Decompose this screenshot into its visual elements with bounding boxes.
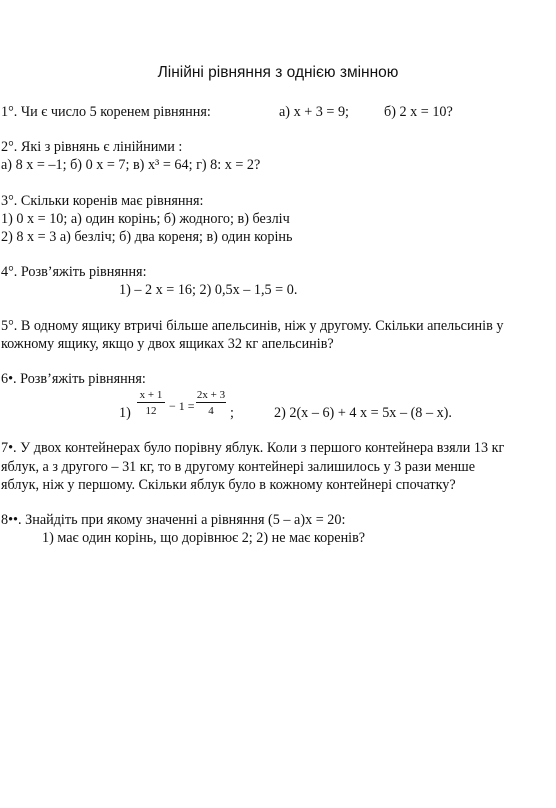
task1-option-a: а) x + 3 = 9; — [279, 104, 349, 120]
task6-eq2: 2) 2(x – 6) + 4 x = 5x – (8 – x). — [274, 405, 452, 421]
task6-eq1-label: 1) — [119, 405, 131, 421]
task6-question: 6•. Розв’яжіть рівняння: — [1, 371, 146, 387]
task7-line-2: яблук, а з другого – 31 кг, то в другому контейнері залишилось у 3 рази менше — [1, 459, 476, 475]
task8-question: 8••. Знайдіть при якому значенні а рівняння (5 – а)x = 20: — [1, 512, 346, 528]
task2-options: а) 8 x = –1; б) 0 x = 7; в) x³ = 64; г) 8: x = 2? — [1, 157, 261, 173]
task2-question: 2°. Які з рівнянь є лінійними : — [1, 139, 183, 155]
task4-equations: 1) – 2 x = 16; 2) 0,5x – 1,5 = 0. — [119, 282, 298, 298]
task6-minus-one: − 1 = — [169, 399, 195, 413]
task1-question: 1°. Чи є число 5 коренем рівняння: — [1, 104, 211, 120]
task3-question: 3°. Скільки коренів має рівняння: — [1, 193, 204, 209]
task6-semicolon: ; — [230, 405, 234, 421]
task6-frac1-bar — [137, 402, 165, 403]
task3-equation-2: 2) 8 x = 3 а) безліч; б) два кореня; в) один корінь — [1, 229, 293, 245]
task7-line-3: яблук, ніж у першому. Скільки яблук було в кожному контейнері спочатку? — [1, 477, 456, 493]
task6-frac2-numerator: 2x + 3 — [196, 389, 226, 401]
task5-line-2: кожному ящику, якщо у двох ящиках 32 кг апельсинів? — [1, 336, 334, 352]
task8-options: 1) має один корінь, що дорівнює 2; 2) не має коренів? — [42, 530, 366, 546]
task1-option-b: б) 2 x = 10? — [384, 104, 453, 120]
task6-frac2-bar — [196, 402, 226, 403]
task4-question: 4°. Розв’яжіть рівняння: — [1, 264, 147, 280]
task3-equation-1: 1) 0 x = 10; а) один корінь; б) жодного; в) безліч — [1, 211, 290, 227]
task5-line-1: 5°. В одному ящику втричі більше апельсинів, ніж у другому. Скільки апельсинів у — [1, 318, 504, 334]
task6-frac1-denominator: 12 — [145, 405, 157, 417]
task6-frac1-numerator: x + 1 — [139, 389, 163, 401]
page-title: Лінійні рівняння з однією змінною — [157, 64, 399, 81]
task7-line-1: 7•. У двох контейнерах було порівну яблук. Коли з першого контейнера взяли 13 кг — [1, 440, 505, 456]
task6-frac2-denominator: 4 — [208, 405, 214, 417]
